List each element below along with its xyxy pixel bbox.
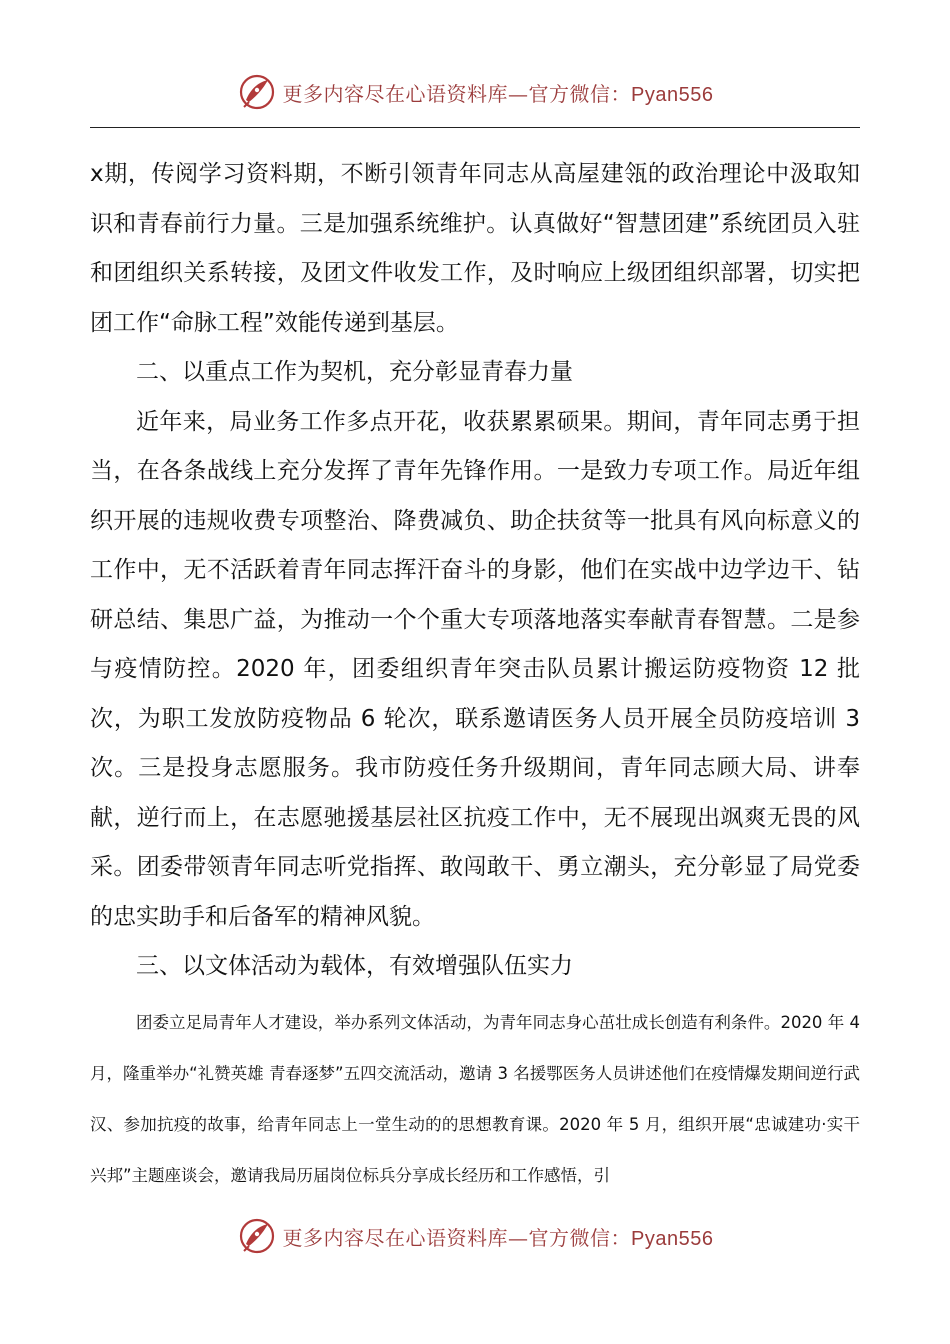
paragraph-2: 近年来，局业务工作多点开花，收获累累硕果。期间，青年同志勇于担当，在各条战线上充分发挥了青年先锋作用。一是致力专项工作。局近年组织开展的违规收费专项整治、降费减负、助企扶贫等一批具有风向标意义的工作中，无不活跃着青年同志挥汗奋斗的身影，他们在实战中边学边干、钻研总结、集思广益，为推动一个个重大专项落地落实奉献青春智慧。二是参与疫情防控。2020 年，团委组织青年突击队员累计搬运防疫物资 12 批次，为职工发放防疫物品 6 轮次，联系邀请医务人员开展全员防疫培训 3 次。三是投身志愿服务。我市防疫任务升级期间，青年同志顾大局、讲奉献，逆行而上，在志愿驰援基层社区抗疫工作中，无不展现出飒爽无畏的风采。团委带领青年同志听党指挥、敢闯敢干、勇立潮头，充分彰显了局党委的忠实助手和后备军的精神风貌。	[90, 408, 860, 930]
pen-nib-logo-icon	[237, 1216, 277, 1256]
paragraph-1: x期，传阅学习资料期，不断引领青年同志从高屋建瓴的政治理论中汲取知识和青春前行力量。三是加强系统维护。认真做好“智慧团建”系统团员入驻和团组织关系转接，及团文件收发工作，及时响应上级团组织部署，切实把团工作“命脉工程”效能传递到基层。	[90, 161, 860, 336]
section-heading-3: 三、以文体活动为载体，有效增强队伍实力	[136, 953, 573, 979]
pen-nib-logo-icon	[237, 72, 277, 112]
header-watermark	[0, 70, 950, 114]
document-body	[90, 150, 860, 1201]
footer-watermark	[0, 1214, 950, 1258]
watermark-text: 更多内容尽在心语资料库—官方微信：Pyan556	[282, 1225, 714, 1250]
paragraph-3: 团委立足局青年人才建设，举办系列文体活动，为青年同志身心茁壮成长创造有利条件。2020 年 4 月，隆重举办“礼赞英雄 青春逐梦”五四交流活动，邀请 3 名援鄂医务人员讲述他们在疫情爆发期间逆行武汉、参加抗疫的故事，给青年同志上一堂生动的的思想教育课。2020 年 5 月，组织开展“忠诚建功·实干兴邦”主题座谈会，邀请我局历届岗位标兵分享成长经历和工作感悟，引	[90, 1012, 860, 1185]
section-heading-2: 二、以重点工作为契机，充分彰显青春力量	[136, 359, 573, 385]
watermark-text: 更多内容尽在心语资料库—官方微信：Pyan556	[282, 81, 714, 106]
header-divider	[90, 127, 860, 128]
